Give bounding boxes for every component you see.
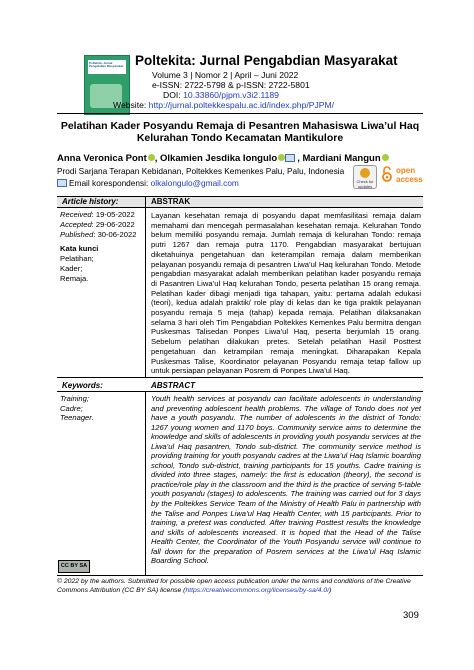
website-line: Website: http://jurnal.poltekkespalu.ac.id/index.php/PJPM/ — [113, 100, 335, 110]
author-name: , Olkamien Jesdika Iongulo — [154, 153, 278, 164]
mail-icon[interactable] — [285, 154, 295, 162]
article-history-label: Article history: — [62, 197, 119, 206]
kata-kunci-list: Pelatihan; Kader; Remaja. — [60, 254, 94, 283]
journal-title: Poltekita: Jurnal Pengabdian Masyarakat — [135, 53, 398, 68]
keywords-label: Keywords: — [62, 381, 103, 390]
keywords-list: Training; Cadre; Teenager. — [60, 394, 94, 423]
footer-divider — [57, 575, 423, 576]
orcid-icon[interactable] — [148, 154, 155, 161]
section-divider — [57, 391, 423, 392]
article-dates: Received: 19-05-2022 Accepted: 29-06-2022 Published: 30-06-2022 — [60, 210, 137, 239]
website-link[interactable]: http://jurnal.poltekkespalu.ac.id/index.php/PJPM/ — [148, 100, 335, 110]
cover-title: Poltekita: Jurnal Pengabdian Masyarakat — [89, 61, 124, 68]
affiliation: Prodi Sarjana Terapan Kebidanan, Poltekkes Kemenkes Palu, Palu, Indonesia — [57, 166, 345, 176]
section-divider — [57, 377, 423, 378]
orcid-icon[interactable] — [278, 154, 285, 161]
kata-kunci-label: Kata kunci — [60, 244, 99, 253]
column-divider — [145, 391, 146, 575]
open-access-label: open access — [396, 166, 423, 184]
check-for-updates-badge[interactable]: Check for updates — [353, 165, 377, 189]
column-divider — [145, 196, 146, 378]
license-notice: © 2022 by the authors. Submitted for possible open access publication under the terms and conditions of the Creative Commons Attribution (CC BY SA) license (https://creativecommons.org/licenses/by-sa/4.0/) — [57, 578, 411, 594]
header-divider — [57, 113, 423, 114]
mail-icon — [57, 179, 67, 187]
abstract-text: Youth health services at posyandu can facilitate adolescents in understanding and preventing adolescent health problems. The village of Tondo does not yet have a youth posyandu. The number of adolescents in the district of Tondo: 1267 young women and 1170 boys. Community service aims to determine the knowledge and skills of adolescents in providing youth posyandu services at the Liwa’ul Haq pasantren, Tondo sub-district. The community service method is providing training for youth posyandu cadres at the Liwa’ul Haq Islamic boarding school, Tondo sub-district, training participants for 15 youths. Cadre training is divided into three stages, namely: the first is education (theory), the second is practice/role play in the classroom and the third is the practice of serving 5-table youth posyandu (stages) to adolescents. The training was carried out for 3 days by the Poltekkes Service Team of the Ministry of Health Palu in partnership with the Talise and Ponpes Liwa’ul Haq Health Center, with 15 participants. Prior to training, a pretest was conducted. After training Posttest results the knowledge and skills of adolescents increased. It is hoped that the Head of the Talise Health Center, the Coordinator of the Youth Posyandu service will continue to fall down for the preparation of Posrem services at the Liwa’ul Haq Islamic Boarding School. — [151, 394, 421, 566]
author-list — [57, 153, 389, 164]
paper-title: Pelatihan Kader Posyandu Remaja di Pesantren Mahasiswa Liwa’ul Haq Kelurahan Tondo Kecamatan Mantikulore — [60, 120, 420, 144]
abstract-label: ABSTRACT — [151, 381, 195, 390]
author-name: , Mardiani Mangun — [297, 153, 381, 164]
open-access-lock-icon — [382, 166, 392, 182]
doi-link[interactable]: 10.33860/pjpm.v3i2.1189 — [183, 90, 279, 100]
issn-line: e-ISSN: 2722-5798 & p-ISSN: 2722-5801 — [152, 80, 310, 90]
doi-line: DOI: 10.33860/pjpm.v3i2.1189 — [163, 90, 279, 100]
volume-line: Volume 3 | Nomor 2 | April – Juni 2022 — [152, 70, 299, 80]
abstrak-text: Layanan kesehatan remaja di posyandu dapat memfasilitasi remaja dalam memahami dan mencegah permasalahan kesehatan remaja. Kelurahan Tondo belum memiliki posyandu remaja. Jumlah remaja di kelurahan Tondo: remaja putri 1267 dan remaja putra 1170. Pengabdian masyarakat bertujuan diketahuinya pengetahuan dan keterampilan remaja dalam memberikan pelayanan posyandu remaja di pesantren Liwa’ul Haq kelurahan Tondo. Metode pengabdian masyarakat adalah memberikan pelatihan kader posyandu remaja di Pasantren Liwa’ul Haq kelurahan Tondo, peserta pelatihan 15 orang remaja. Pelatihan kader dibagi menjadi tiga tahapan, yaitu: pertama adalah edukasi (teori), kedua adalah praktik/ role play di kelas dan ke tiga praktik pelayanan posyandu remaja 5 meja (tahap) kepada remaja. Pelatihan dilaksanakan selama 3 hari oleh Tim Pengabdian Poltekkes Kemenkes Palu bermitra dengan Puskesmas Talisedan Ponpes Liwa’ul Haq, peserta berjumlah 15 orang. Sebelum pelatihan dilakukan pretes. Setelah pelatihan Hasil Posttest pengetahuan dan ketrampilan remaja meningkat. Diharapakan Kepala Puskesmas Talise, Koordinator pelayanan Posyandu remaja tetap fallow up untuk persiapan pelayanan Posrem di Ponpes Liwa’ul Haq. — [151, 211, 421, 376]
email-link[interactable]: olkalongulo@gmail.com — [150, 178, 239, 188]
orcid-icon[interactable] — [382, 154, 389, 161]
author-name: Anna Veronica Pont — [57, 153, 147, 164]
cc-license-badge[interactable]: CC BY SA — [58, 560, 90, 573]
abstrak-label: ABSTRAK — [151, 197, 191, 206]
update-icon — [360, 168, 370, 178]
correspondence-email: Email korespondensi: olkalongulo@gmail.com — [57, 178, 239, 188]
license-link[interactable]: https://creativecommons.org/licenses/by-sa/4.0/ — [185, 586, 329, 594]
page-number: 309 — [403, 610, 419, 621]
